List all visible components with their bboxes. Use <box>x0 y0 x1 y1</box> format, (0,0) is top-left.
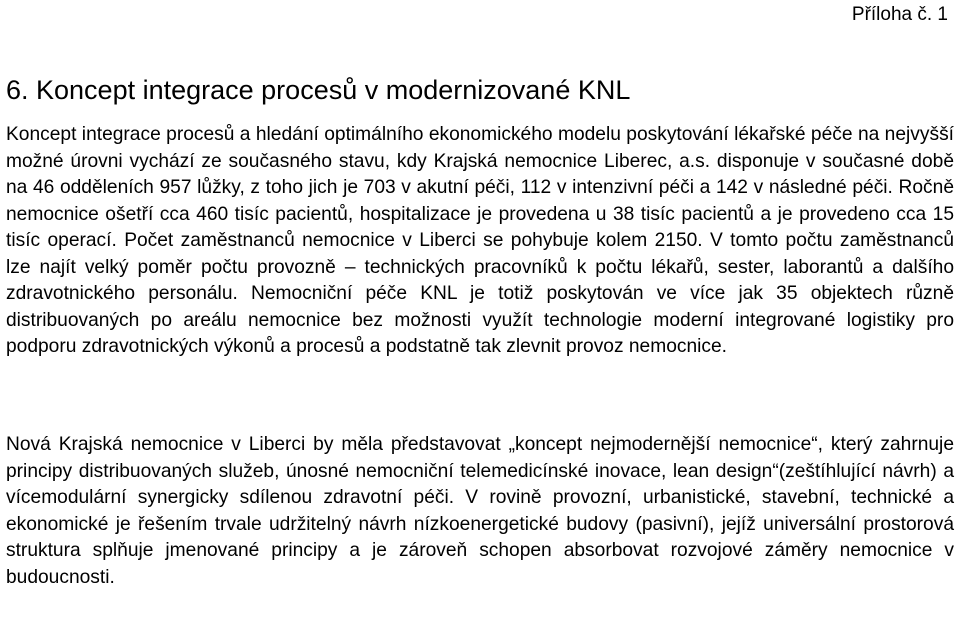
section-title: 6. Koncept integrace procesů v modernizované KNL <box>6 75 631 105</box>
paragraph-hospital-overview: Koncept integrace procesů a hledání optimálního ekonomického modelu poskytování lékařské péče na nejvyšší možné úrovni vychází ze současného stavu, kdy Krajská nemocnice Liberec, a.s. disponuje v současné době na 46 odděleních 957 lůžky, z toho jich je 703 v akutní péči, 112 v intenzivní péči a 142 v následné péči. Ročně nemocnice ošetří cca 460 tisíc pacientů, hospitalizace je provedena u 38 tisíc pacientů a je provedeno cca 15 tisíc operací. Počet zaměstnanců nemocnice v Liberci se pohybuje kolem 2150. V tomto počtu zaměstnanců lze najít velký poměr počtu provozně – technických pracovníků k počtu lékařů, sester, laborantů a dalšího zdravotnického personálu. Nemocniční péče KNL je totiž poskytován ve více jak 35 objektech různě distribuovaných po areálu nemocnice bez možnosti využít technologie moderní integrované logistiky pro podporu zdravotnických výkonů a procesů a podstatně tak zlevnit provoz nemocnice. <box>6 124 954 357</box>
attachment-label: Příloha č. 1 <box>851 4 948 25</box>
paragraph-new-hospital-concept: Nová Krajská nemocnice v Liberci by měla představovat „koncept nejmodernější nemocnice“, který zahrnuje principy distribuovaných služeb, únosné nemocniční telemedicínské inovace, lean design“(zeštíhlující návrh) a vícemodulární synergicky sdílenou zdravotní péči. V rovině provozní, urbanistické, stavební, technické a ekonomické je řešením trvale udržitelný návrh nízkoenergetické budovy (pasivní), jejíž universální prostorová struktura splňuje jmenované principy a je zároveň schopen absorbovat rozvojové záměry nemocnice v budoucnosti. <box>6 434 954 588</box>
